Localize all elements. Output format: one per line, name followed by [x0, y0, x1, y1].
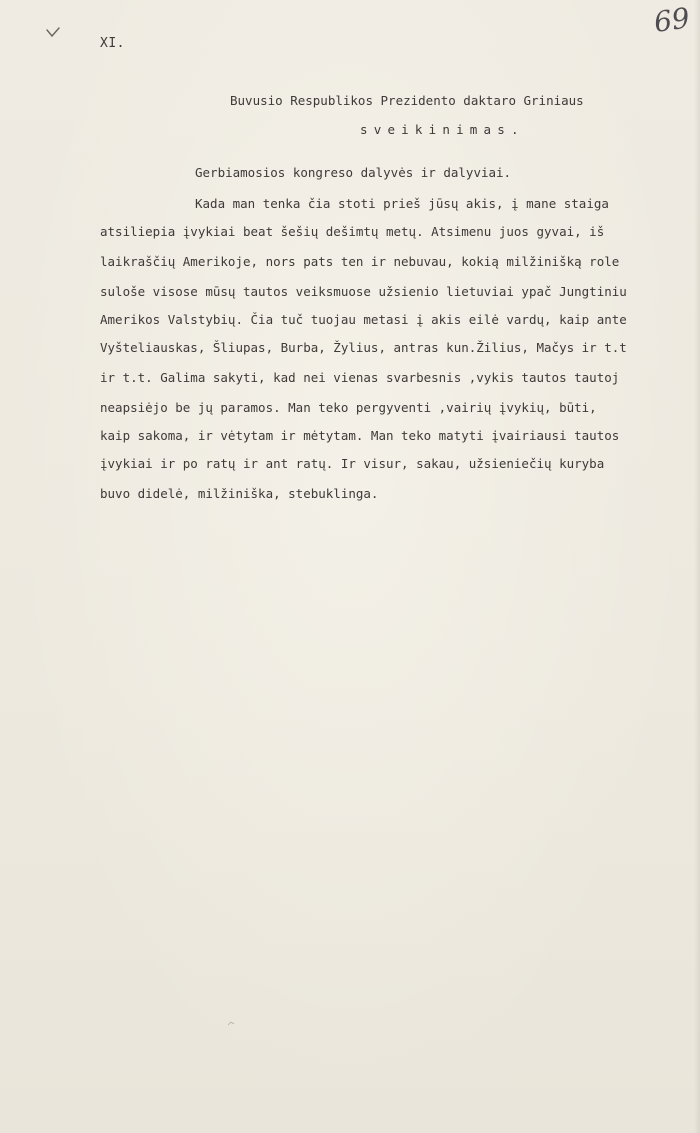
body-text-line: Amerikos Valstybių. Čia tuč tuojau metasi į akis eilė vardų, kaip ante — [100, 312, 627, 327]
greeting-line: Gerbiamosios kongreso dalyvės ir dalyviai. — [195, 165, 512, 180]
document-title-line-2: sveikinimas. — [360, 122, 525, 137]
paper-speck — [228, 1022, 234, 1026]
body-text-line: suloše visose mūsų tautos veiksmuose užsienio lietuviai ypač Jungtiniu — [100, 284, 627, 299]
body-text-line: atsiliepia įvykiai beat šešių dešimtų metų. Atsimenu juos gyvai, iš — [100, 224, 605, 239]
body-text-line: buvo didelė, milžiniška, stebuklinga. — [100, 486, 379, 501]
body-text-line: įvykiai ir po ratų ir ant ratų. Ir visur, sakau, užsieniečių kuryba — [100, 456, 605, 471]
body-text-line: Vyšteliauskas, Šliupas, Burba, Žylius, antras kun.Žilius, Mačys ir t.t — [100, 340, 627, 355]
body-text-line: laikraščių Amerikoje, nors pats ten ir nebuvau, kokią milžinišką role — [100, 254, 620, 269]
document-title-line-1: Buvusio Respublikos Prezidento daktaro Griniaus — [230, 93, 584, 108]
handwritten-page-number — [651, 0, 692, 40]
body-text-line: Kada man tenka čia stoti prieš jūsų akis, į mane staiga — [195, 196, 609, 211]
svg-text:69: 69 — [651, 1, 692, 39]
body-text-line: ir t.t. Galima sakyti, kad nei vienas svarbesnis ,vykis tautos tautoj — [100, 370, 620, 385]
body-text-line: kaip sakoma, ir vėtytam ir mėtytam. Man teko matyti įvairiausi tautos — [100, 428, 620, 443]
body-text-line: neapsiėjo be jų paramos. Man teko pergyventi ,vairių įvykių, būti, — [100, 400, 597, 415]
section-number: XI. — [100, 36, 125, 51]
pencil-check-mark — [46, 26, 60, 38]
page-edge-shadow — [694, 0, 700, 1133]
